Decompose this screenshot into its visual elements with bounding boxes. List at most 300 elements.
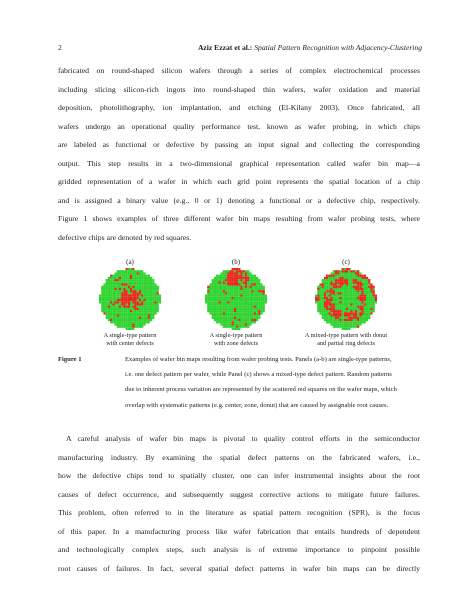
functional-chip: [212, 279, 214, 281]
defective-chip: [232, 321, 234, 323]
defective-chip: [324, 277, 326, 279]
defective-chip: [139, 299, 141, 301]
defective-chip: [339, 292, 341, 294]
functional-chip: [357, 308, 359, 310]
functional-chip: [121, 321, 123, 323]
functional-chip: [245, 295, 247, 297]
functional-chip: [112, 301, 114, 303]
defective-chip: [328, 312, 330, 314]
defective-chip: [254, 319, 256, 321]
functional-chip: [247, 301, 249, 303]
functional-chip: [258, 303, 260, 305]
defective-chip: [333, 292, 335, 294]
functional-chip: [227, 290, 229, 292]
functional-chip: [139, 272, 141, 274]
functional-chip: [348, 292, 350, 294]
functional-chip: [350, 281, 352, 283]
functional-chip: [335, 306, 337, 308]
functional-chip: [123, 310, 125, 312]
functional-chip: [218, 275, 220, 277]
functional-chip: [353, 297, 355, 299]
defective-chip: [119, 299, 121, 301]
functional-chip: [337, 299, 339, 301]
functional-chip: [260, 299, 262, 301]
functional-chip: [119, 286, 121, 288]
functional-chip: [141, 310, 143, 312]
functional-chip: [234, 295, 236, 297]
defective-chip: [227, 279, 229, 281]
functional-chip: [232, 288, 234, 290]
defective-chip: [128, 297, 130, 299]
functional-chip: [221, 323, 223, 325]
functional-chip: [146, 315, 148, 317]
defective-chip: [339, 279, 341, 281]
defective-chip: [234, 272, 236, 274]
caption-line: Examples of wafer bin maps resulting from wafer probing tests. Panels (a-b) are single-type patterns,: [125, 356, 392, 363]
functional-chip: [150, 315, 152, 317]
functional-chip: [243, 326, 245, 328]
functional-chip: [260, 297, 262, 299]
functional-chip: [234, 323, 236, 325]
functional-chip: [121, 310, 123, 312]
functional-chip: [126, 328, 128, 330]
functional-chip: [137, 306, 139, 308]
functional-chip: [359, 303, 361, 305]
defective-chip: [232, 275, 234, 277]
functional-chip: [137, 281, 139, 283]
functional-chip: [130, 306, 132, 308]
functional-chip: [115, 319, 117, 321]
functional-chip: [346, 299, 348, 301]
functional-chip: [143, 275, 145, 277]
functional-chip: [236, 286, 238, 288]
functional-chip: [335, 301, 337, 303]
defective-chip: [326, 299, 328, 301]
defective-chip: [331, 306, 333, 308]
defective-chip: [322, 286, 324, 288]
functional-chip: [106, 315, 108, 317]
defective-chip: [337, 310, 339, 312]
functional-chip: [256, 319, 258, 321]
functional-chip: [348, 308, 350, 310]
functional-chip: [353, 323, 355, 325]
functional-chip: [139, 275, 141, 277]
functional-chip: [137, 310, 139, 312]
functional-chip: [134, 281, 136, 283]
functional-chip: [134, 319, 136, 321]
defective-chip: [337, 279, 339, 281]
functional-chip: [121, 288, 123, 290]
functional-chip: [216, 317, 218, 319]
functional-chip: [141, 272, 143, 274]
defective-chip: [132, 301, 134, 303]
functional-chip: [333, 323, 335, 325]
functional-chip: [112, 308, 114, 310]
functional-chip: [117, 306, 119, 308]
functional-chip: [112, 281, 114, 283]
functional-chip: [344, 317, 346, 319]
functional-chip: [101, 299, 103, 301]
functional-chip: [243, 312, 245, 314]
functional-chip: [152, 286, 154, 288]
defective-chip: [368, 279, 370, 281]
defective-chip: [103, 312, 105, 314]
defective-chip: [362, 288, 364, 290]
defective-chip: [315, 297, 317, 299]
functional-chip: [223, 315, 225, 317]
functional-chip: [214, 295, 216, 297]
defective-chip: [344, 270, 346, 272]
functional-chip: [322, 292, 324, 294]
functional-chip: [218, 310, 220, 312]
functional-chip: [236, 303, 238, 305]
functional-chip: [130, 281, 132, 283]
functional-chip: [103, 292, 105, 294]
functional-chip: [366, 292, 368, 294]
functional-chip: [143, 286, 145, 288]
functional-chip: [368, 295, 370, 297]
functional-chip: [143, 321, 145, 323]
functional-chip: [112, 315, 114, 317]
functional-chip: [209, 299, 211, 301]
functional-chip: [108, 281, 110, 283]
functional-chip: [364, 315, 366, 317]
defective-chip: [252, 290, 254, 292]
defective-chip: [126, 292, 128, 294]
functional-chip: [218, 277, 220, 279]
defective-chip: [333, 284, 335, 286]
defective-chip: [240, 288, 242, 290]
functional-chip: [319, 297, 321, 299]
functional-chip: [348, 281, 350, 283]
functional-chip: [326, 281, 328, 283]
functional-chip: [212, 284, 214, 286]
functional-chip: [225, 277, 227, 279]
functional-chip: [121, 281, 123, 283]
functional-chip: [108, 295, 110, 297]
functional-chip: [126, 310, 128, 312]
defective-chip: [229, 284, 231, 286]
functional-chip: [119, 290, 121, 292]
defective-chip: [344, 279, 346, 281]
functional-chip: [359, 323, 361, 325]
functional-chip: [137, 279, 139, 281]
defective-chip: [132, 299, 134, 301]
functional-chip: [154, 286, 156, 288]
functional-chip: [227, 315, 229, 317]
functional-chip: [252, 306, 254, 308]
functional-chip: [157, 288, 159, 290]
functional-chip: [249, 277, 251, 279]
functional-chip: [238, 272, 240, 274]
functional-chip: [157, 299, 159, 301]
functional-chip: [154, 297, 156, 299]
functional-chip: [344, 290, 346, 292]
functional-chip: [344, 306, 346, 308]
functional-chip: [319, 295, 321, 297]
functional-chip: [139, 297, 141, 299]
text-line: This problem, often referred to in the literature as spatial pattern recognition (SPR), is the focus: [58, 508, 420, 517]
defective-chip: [328, 303, 330, 305]
functional-chip: [240, 312, 242, 314]
functional-chip: [130, 315, 132, 317]
functional-chip: [110, 288, 112, 290]
functional-chip: [115, 310, 117, 312]
defective-chip: [364, 275, 366, 277]
functional-chip: [106, 295, 108, 297]
defective-chip: [362, 308, 364, 310]
defective-chip: [236, 281, 238, 283]
defective-chip: [359, 312, 361, 314]
functional-chip: [152, 317, 154, 319]
functional-chip: [221, 295, 223, 297]
functional-chip: [366, 303, 368, 305]
functional-chip: [245, 319, 247, 321]
functional-chip: [247, 312, 249, 314]
functional-chip: [350, 277, 352, 279]
functional-chip: [212, 306, 214, 308]
defective-chip: [375, 295, 377, 297]
header-authors: Aziz Ezzat et al.:: [197, 43, 253, 52]
functional-chip: [112, 312, 114, 314]
functional-chip: [148, 281, 150, 283]
functional-chip: [221, 277, 223, 279]
functional-chip: [249, 290, 251, 292]
functional-chip: [130, 326, 132, 328]
functional-chip: [152, 292, 154, 294]
functional-chip: [339, 272, 341, 274]
functional-chip: [227, 299, 229, 301]
functional-chip: [355, 303, 357, 305]
running-header: [58, 43, 422, 55]
functional-chip: [350, 292, 352, 294]
functional-chip: [232, 310, 234, 312]
functional-chip: [132, 328, 134, 330]
functional-chip: [232, 299, 234, 301]
functional-chip: [247, 310, 249, 312]
functional-chip: [238, 290, 240, 292]
functional-chip: [141, 288, 143, 290]
functional-chip: [245, 292, 247, 294]
functional-chip: [218, 303, 220, 305]
functional-chip: [324, 286, 326, 288]
functional-chip: [229, 321, 231, 323]
functional-chip: [247, 272, 249, 274]
functional-chip: [154, 290, 156, 292]
defective-chip: [254, 284, 256, 286]
functional-chip: [229, 288, 231, 290]
functional-chip: [137, 270, 139, 272]
functional-chip: [157, 310, 159, 312]
functional-chip: [236, 306, 238, 308]
functional-chip: [146, 288, 148, 290]
functional-chip: [132, 272, 134, 274]
defective-chip: [339, 301, 341, 303]
functional-chip: [99, 299, 101, 301]
functional-chip: [238, 297, 240, 299]
functional-chip: [209, 288, 211, 290]
functional-chip: [152, 306, 154, 308]
functional-chip: [328, 292, 330, 294]
functional-chip: [154, 284, 156, 286]
functional-chip: [357, 323, 359, 325]
functional-chip: [359, 321, 361, 323]
defective-chip: [240, 275, 242, 277]
functional-chip: [121, 319, 123, 321]
defective-chip: [139, 290, 141, 292]
defective-chip: [364, 303, 366, 305]
functional-chip: [234, 328, 236, 330]
functional-chip: [353, 295, 355, 297]
defective-chip: [357, 306, 359, 308]
functional-chip: [209, 312, 211, 314]
functional-chip: [137, 290, 139, 292]
functional-chip: [218, 297, 220, 299]
functional-chip: [207, 295, 209, 297]
functional-chip: [236, 315, 238, 317]
functional-chip: [236, 290, 238, 292]
functional-chip: [141, 275, 143, 277]
defective-chip: [337, 312, 339, 314]
defective-chip: [123, 290, 125, 292]
functional-chip: [240, 319, 242, 321]
functional-chip: [117, 275, 119, 277]
functional-chip: [227, 321, 229, 323]
functional-chip: [115, 299, 117, 301]
functional-chip: [249, 284, 251, 286]
functional-chip: [339, 308, 341, 310]
functional-chip: [243, 284, 245, 286]
functional-chip: [328, 317, 330, 319]
defective-chip: [260, 290, 262, 292]
functional-chip: [154, 308, 156, 310]
functional-chip: [326, 319, 328, 321]
defective-chip: [234, 268, 236, 270]
functional-chip: [335, 275, 337, 277]
functional-chip: [252, 295, 254, 297]
defective-chip: [143, 299, 145, 301]
functional-chip: [350, 275, 352, 277]
functional-chip: [214, 288, 216, 290]
functional-chip: [368, 317, 370, 319]
defective-chip: [130, 299, 132, 301]
functional-chip: [225, 315, 227, 317]
functional-chip: [209, 295, 211, 297]
functional-chip: [326, 310, 328, 312]
defective-chip: [339, 284, 341, 286]
functional-chip: [234, 290, 236, 292]
functional-chip: [236, 323, 238, 325]
functional-chip: [364, 288, 366, 290]
functional-chip: [240, 281, 242, 283]
functional-chip: [243, 297, 245, 299]
functional-chip: [146, 306, 148, 308]
functional-chip: [355, 297, 357, 299]
functional-chip: [137, 288, 139, 290]
functional-chip: [159, 301, 161, 303]
functional-chip: [143, 290, 145, 292]
functional-chip: [99, 297, 101, 299]
functional-chip: [223, 323, 225, 325]
functional-chip: [322, 299, 324, 301]
functional-chip: [134, 312, 136, 314]
functional-chip: [214, 312, 216, 314]
functional-chip: [150, 295, 152, 297]
panel-caption-line: A single-type pattern: [103, 332, 157, 339]
defective-chip: [350, 312, 352, 314]
functional-chip: [373, 308, 375, 310]
functional-chip: [324, 279, 326, 281]
functional-chip: [128, 317, 130, 319]
defective-chip: [234, 284, 236, 286]
functional-chip: [254, 286, 256, 288]
functional-chip: [117, 292, 119, 294]
functional-chip: [326, 312, 328, 314]
functional-chip: [152, 290, 154, 292]
functional-chip: [249, 295, 251, 297]
caption-label: Figure 1: [58, 356, 82, 363]
defective-chip: [117, 315, 119, 317]
functional-chip: [146, 303, 148, 305]
functional-chip: [227, 317, 229, 319]
defective-chip: [346, 308, 348, 310]
text-line: how the defective chips tend to spatially cluster, one can infer instrumental insights about the root: [58, 471, 420, 480]
functional-chip: [141, 284, 143, 286]
functional-chip: [130, 319, 132, 321]
functional-chip: [146, 301, 148, 303]
functional-chip: [214, 277, 216, 279]
functional-chip: [258, 295, 260, 297]
functional-chip: [223, 277, 225, 279]
defective-chip: [333, 315, 335, 317]
functional-chip: [243, 315, 245, 317]
functional-chip: [143, 312, 145, 314]
functional-chip: [238, 312, 240, 314]
functional-chip: [236, 312, 238, 314]
functional-chip: [348, 326, 350, 328]
functional-chip: [236, 292, 238, 294]
functional-chip: [128, 312, 130, 314]
functional-chip: [137, 312, 139, 314]
functional-chip: [126, 303, 128, 305]
functional-chip: [368, 290, 370, 292]
defective-chip: [112, 303, 114, 305]
panel-label: (c): [342, 258, 350, 266]
functional-chip: [157, 308, 159, 310]
functional-chip: [348, 286, 350, 288]
functional-chip: [355, 299, 357, 301]
functional-chip: [263, 308, 265, 310]
functional-chip: [366, 290, 368, 292]
functional-chip: [106, 301, 108, 303]
functional-chip: [132, 270, 134, 272]
functional-chip: [209, 286, 211, 288]
functional-chip: [218, 299, 220, 301]
functional-chip: [344, 328, 346, 330]
functional-chip: [335, 323, 337, 325]
functional-chip: [346, 310, 348, 312]
functional-chip: [128, 310, 130, 312]
functional-chip: [110, 295, 112, 297]
functional-chip: [375, 301, 377, 303]
functional-chip: [322, 288, 324, 290]
defective-chip: [240, 272, 242, 274]
functional-chip: [263, 288, 265, 290]
functional-chip: [110, 303, 112, 305]
functional-chip: [117, 272, 119, 274]
defective-chip: [335, 270, 337, 272]
functional-chip: [143, 284, 145, 286]
